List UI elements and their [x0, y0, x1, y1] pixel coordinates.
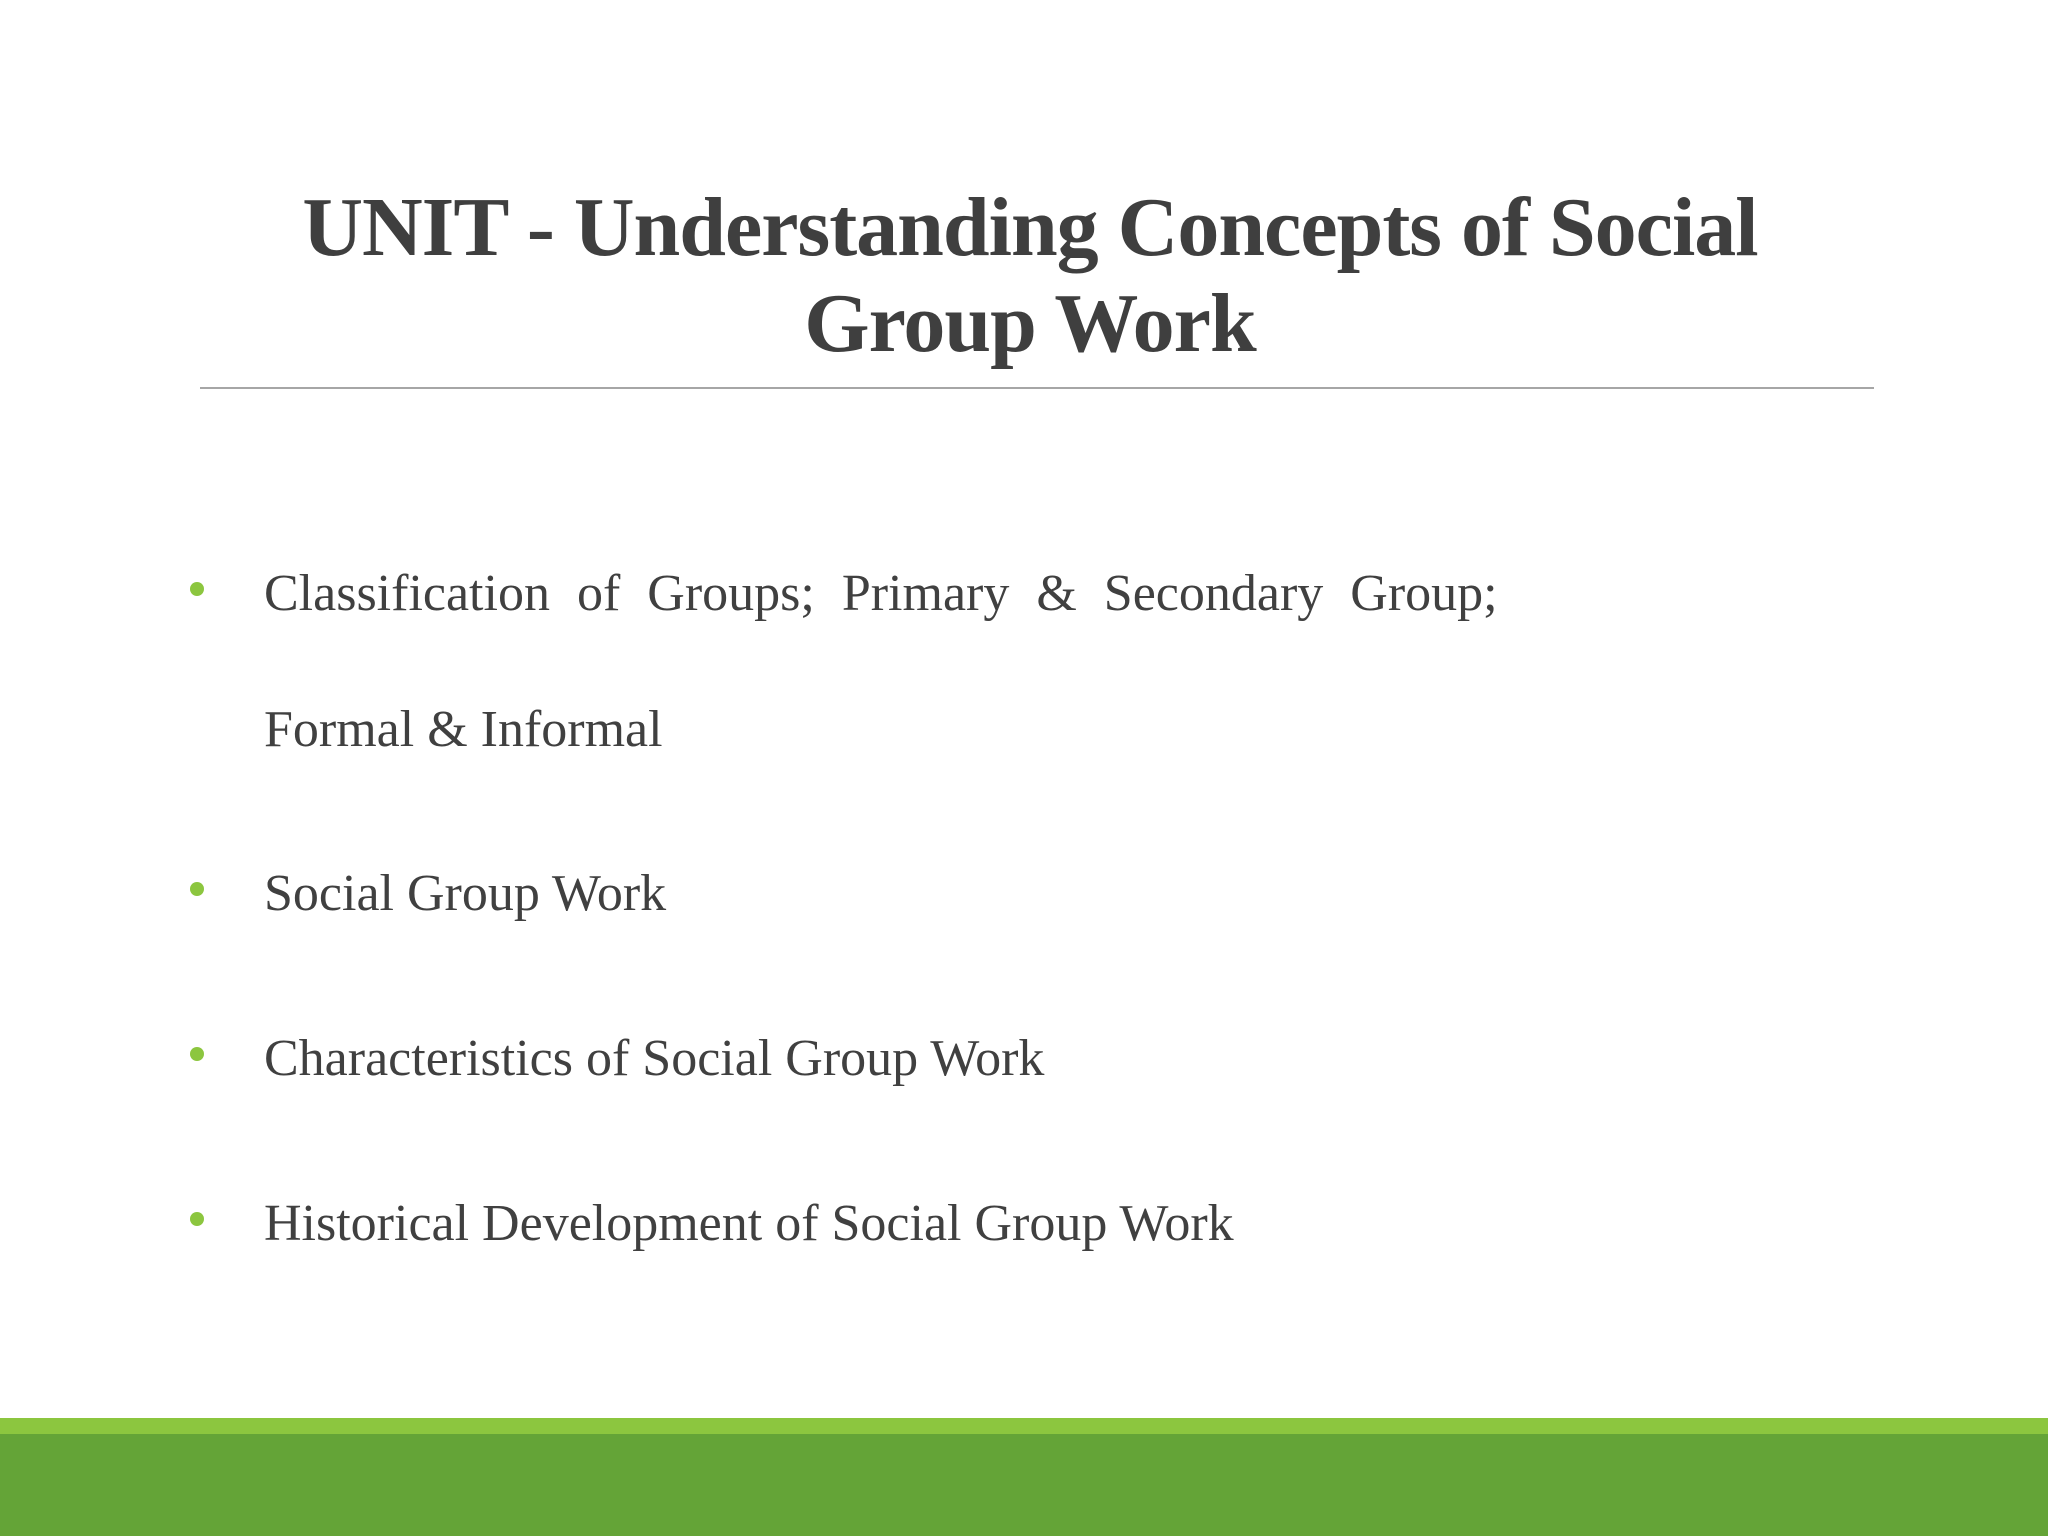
- bullet-text-line: Historical Development of Social Group Work: [264, 1195, 1234, 1252]
- slide-title-line-1: UNIT - Understanding Concepts of Social: [302, 181, 1758, 274]
- bullet-text-line: Characteristics of Social Group Work: [264, 1030, 1045, 1087]
- bullet-item-characteristics: [186, 1025, 1714, 1093]
- footer-accent-stripe: [0, 1418, 2048, 1434]
- bullet-item-historical-development: [186, 1190, 1714, 1258]
- bullet-item-social-group-work: [186, 860, 1714, 928]
- bullet-dot-icon: [190, 1212, 204, 1226]
- bullet-text-continuation: Formal & Informal: [264, 701, 663, 758]
- bullet-item-classification: [186, 560, 1714, 764]
- bullet-dot-icon: [190, 1047, 204, 1061]
- slide-title-line-2: Group Work: [804, 277, 1256, 370]
- bullet-text-line: Social Group Work: [264, 865, 667, 922]
- slide-title: [200, 180, 1860, 372]
- bullet-dot-icon: [190, 882, 204, 896]
- title-divider: [200, 387, 1874, 389]
- bullet-text-line: Classification of Groups; Primary & Secondary Group;: [264, 565, 1498, 622]
- footer-band: [0, 1434, 2048, 1536]
- bullet-dot-icon: [190, 582, 204, 596]
